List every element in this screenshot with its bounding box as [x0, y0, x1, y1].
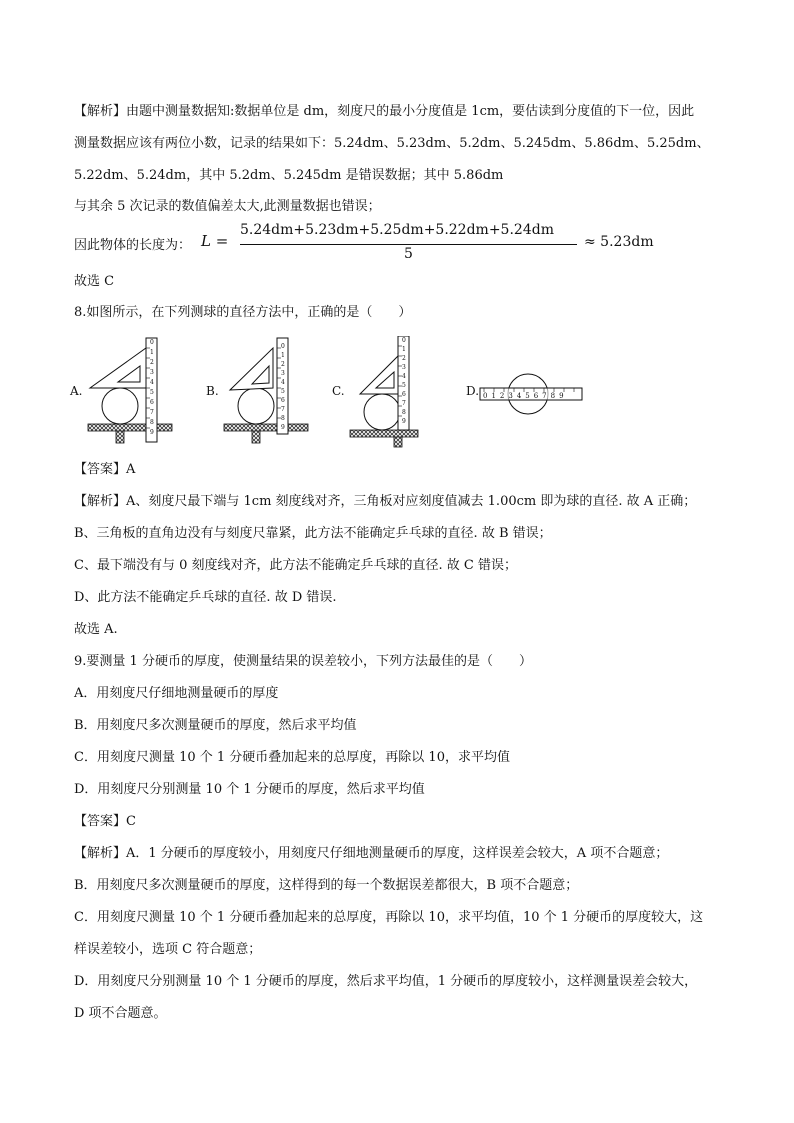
q9-analysis-4: 样误差较小，选项 C 符合题意；: [74, 942, 262, 957]
formula-denominator: 5: [404, 246, 413, 262]
ball-a: [102, 388, 138, 424]
q8-analysis-2: B、三角板的直角边没有与刻度尺靠紧，此方法不能确定乒乓球的直径. 故 B 错误；: [74, 526, 552, 541]
ruler-d-digits: 0123456789: [483, 392, 568, 400]
q8-analysis-4: D、此方法不能确定乒乓球的直径. 故 D 错误.: [74, 590, 337, 605]
ruler-b-digits: 0123456789: [281, 343, 285, 431]
length-formula: [74, 222, 654, 268]
analysis-line-4: 与其余 5 次记录的数值偏差太大,此测量数据也错误；: [74, 199, 381, 214]
ball-b: [238, 388, 274, 424]
q9-analysis-6: D 项不合题意。: [74, 1006, 167, 1021]
fig-label-c: C.: [332, 384, 345, 398]
q9-stem: 9.要测量 1 分硬币的厚度，使测量结果的误差较小，下列方法最佳的是（ ）: [74, 654, 532, 669]
fraction-bar: [240, 244, 577, 245]
q9-option-c: C．用刻度尺测量 10 个 1 分硬币叠加起来的总厚度，再除以 10，求平均值: [74, 750, 510, 765]
analysis-line-1: 【解析】由题中测量数据知:数据单位是 dm，刻度尺的最小分度值是 1cm，要估读到分度值的下一位，因此: [74, 104, 695, 119]
formula-result: ≈ 5.23dm: [584, 234, 654, 250]
q8-analysis-5: 故选 A.: [74, 622, 118, 637]
formula-numerator: 5.24dm+5.23dm+5.25dm+5.22dm+5.24dm: [240, 222, 554, 238]
answer-choice-line: 故选 C: [74, 274, 115, 289]
q9-option-a: A．用刻度尺仔细地测量硬币的厚度: [74, 686, 279, 701]
table-c: [350, 430, 418, 437]
analysis-line-2: 测量数据应该有两位小数，记录的结果如下：5.24dm、5.23dm、5.2dm、5.245dm、5.86dm、5.25dm、: [74, 136, 710, 151]
analysis-line-3: 5.22dm、5.24dm，其中 5.2dm、5.245dm 是错误数据；其中 5.86dm: [74, 168, 504, 183]
table-leg-a: [116, 431, 124, 443]
formula-variable: L =: [201, 232, 229, 250]
q9-answer: 【答案】C: [74, 814, 136, 829]
ruler-a-digits: 0123456789: [150, 339, 154, 436]
ruler-c-digits: 0123456789: [402, 337, 406, 425]
q9-analysis-1: 【解析】A．1 分硬币的厚度较小，用刻度尺仔细地测量硬币的厚度，这样误差会较大，A 项不合题意；: [74, 846, 669, 861]
q9-analysis-3: C．用刻度尺测量 10 个 1 分硬币叠加起来的总厚度，再除以 10，求平均值，10 个 1 分硬币的厚度较大，这: [74, 910, 704, 925]
fig-label-d: D.: [466, 384, 480, 398]
ball-c: [364, 394, 400, 430]
q8-stem: 8.如图所示，在下列测球的直径方法中，正确的是（ ）: [74, 305, 412, 320]
setup-a: [88, 338, 172, 443]
q8-analysis-1: 【解析】A、刻度尺最下端与 1cm 刻度线对齐，三角板对应刻度值减去 1.00cm 即为球的直径. 故 A 正确；: [74, 494, 697, 509]
fig-label-a: A.: [70, 384, 83, 398]
table-b: [224, 424, 308, 431]
setup-b: [224, 338, 308, 443]
q9-analysis-2: B．用刻度尺多次测量硬币的厚度，这样得到的每一个数据误差都很大，B 项不合题意；: [74, 878, 579, 893]
fig-label-b: B.: [206, 384, 219, 398]
q9-analysis-5: D．用刻度尺分别测量 10 个 1 分硬币的厚度，然后求平均值，1 分硬币的厚度较小，这样测量误差会较大，: [74, 974, 698, 989]
q9-option-d: D．用刻度尺分别测量 10 个 1 分硬币的厚度，然后求平均值: [74, 782, 425, 797]
q8-analysis-3: C、最下端没有与 0 刻度线对齐，此方法不能确定乒乓球的直径. 故 C 错误；: [74, 558, 517, 573]
q9-option-b: B．用刻度尺多次测量硬币的厚度，然后求平均值: [74, 718, 357, 733]
q8-answer: 【答案】A: [74, 462, 136, 477]
table-leg-c: [394, 437, 402, 447]
table-leg-b: [252, 431, 260, 443]
formula-label: 因此物体的长度为：: [74, 238, 192, 253]
table-a: [88, 424, 172, 431]
